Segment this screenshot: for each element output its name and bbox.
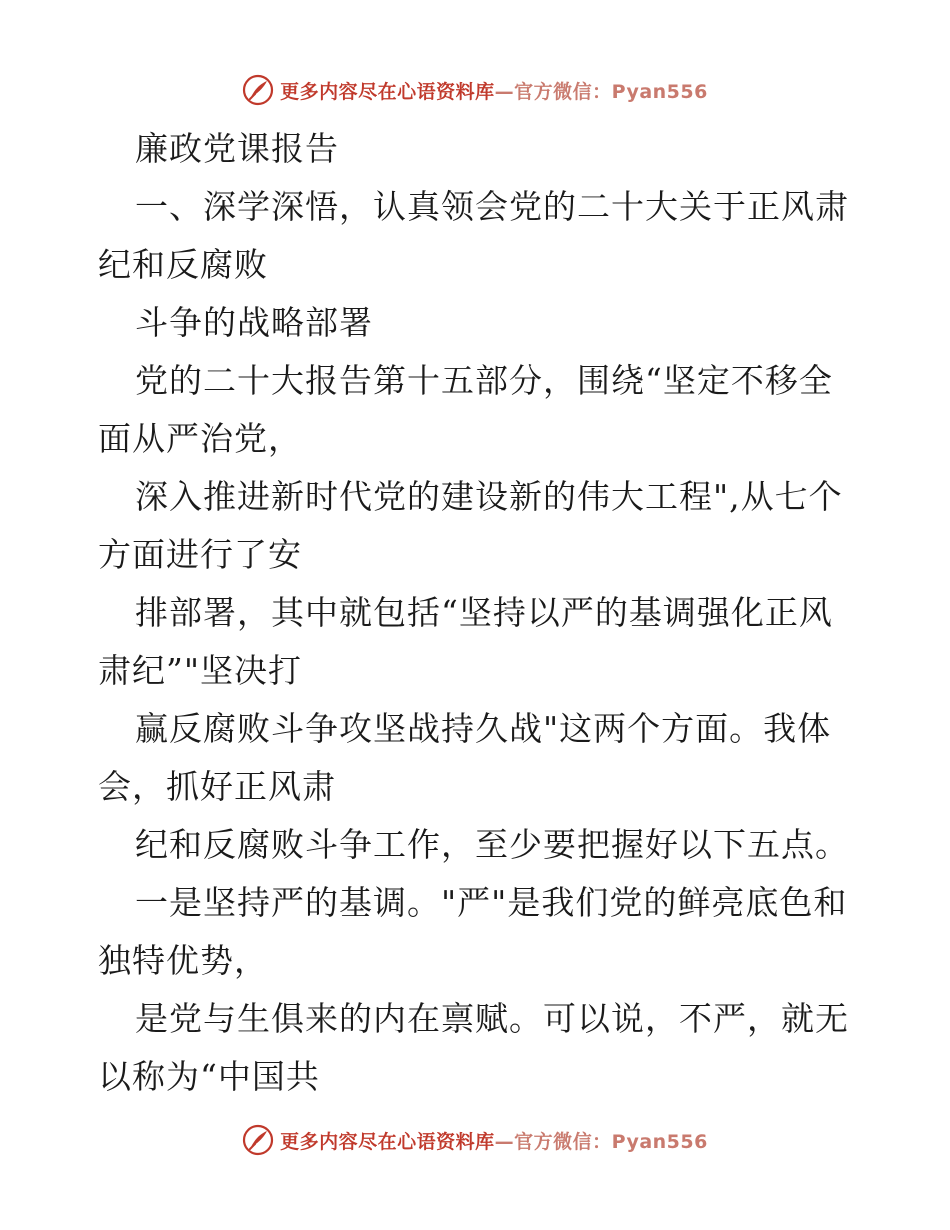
banner-separator: — xyxy=(494,1130,515,1153)
banner-main-text: 更多内容尽在心语资料库 xyxy=(280,1130,495,1153)
paragraph-line: 会，抓好正风肃 xyxy=(98,767,336,806)
banner-text xyxy=(280,77,708,104)
banner-wechat-id: Pyan556 xyxy=(611,80,708,103)
document-title: 廉政党课报告 xyxy=(135,129,339,168)
paragraph-line: 斗争的战略部署 xyxy=(135,303,373,342)
banner-wechat-label: 官方微信： xyxy=(514,80,612,103)
paragraph-line: 以称为“中国共 xyxy=(98,1057,320,1096)
footer-banner xyxy=(0,1120,950,1160)
paragraph-line: 一、深学深悟，认真领会党的二十大关于正风肃 xyxy=(135,187,849,226)
banner-text xyxy=(280,1127,708,1154)
banner-main-text: 更多内容尽在心语资料库 xyxy=(280,80,495,103)
paragraph-line: 一是坚持严的基调。"严"是我们党的鲜亮底色和 xyxy=(135,883,848,922)
quill-logo-icon xyxy=(242,1124,274,1156)
paragraph-line: 方面进行了安 xyxy=(98,535,302,574)
banner-wechat-label: 官方微信： xyxy=(514,1130,612,1153)
paragraph-line: 深入推进新时代党的建设新的伟大工程",从七个 xyxy=(135,477,843,516)
quill-logo-icon xyxy=(242,74,274,106)
banner-wechat-id: Pyan556 xyxy=(611,1130,708,1153)
paragraph-line: 纪和反腐败 xyxy=(98,245,268,284)
paragraph-line: 排部署，其中就包括“坚持以严的基调强化正风 xyxy=(135,593,833,632)
paragraph-line: 纪和反腐败斗争工作，至少要把握好以下五点。 xyxy=(135,825,849,864)
paragraph-line: 独特优势， xyxy=(98,941,268,980)
paragraph-line: 面从严治党， xyxy=(98,419,302,458)
paragraph-line: 肃纪”"坚决打 xyxy=(98,651,303,690)
document-body xyxy=(98,120,858,1106)
header-banner xyxy=(0,70,950,110)
banner-separator: — xyxy=(494,80,515,103)
paragraph-line: 是党与生俱来的内在禀赋。可以说，不严，就无 xyxy=(135,999,849,1038)
paragraph-line: 党的二十大报告第十五部分，围绕“坚定不移全 xyxy=(135,361,833,400)
paragraph-line: 赢反腐败斗争攻坚战持久战"这两个方面。我体 xyxy=(135,709,832,748)
